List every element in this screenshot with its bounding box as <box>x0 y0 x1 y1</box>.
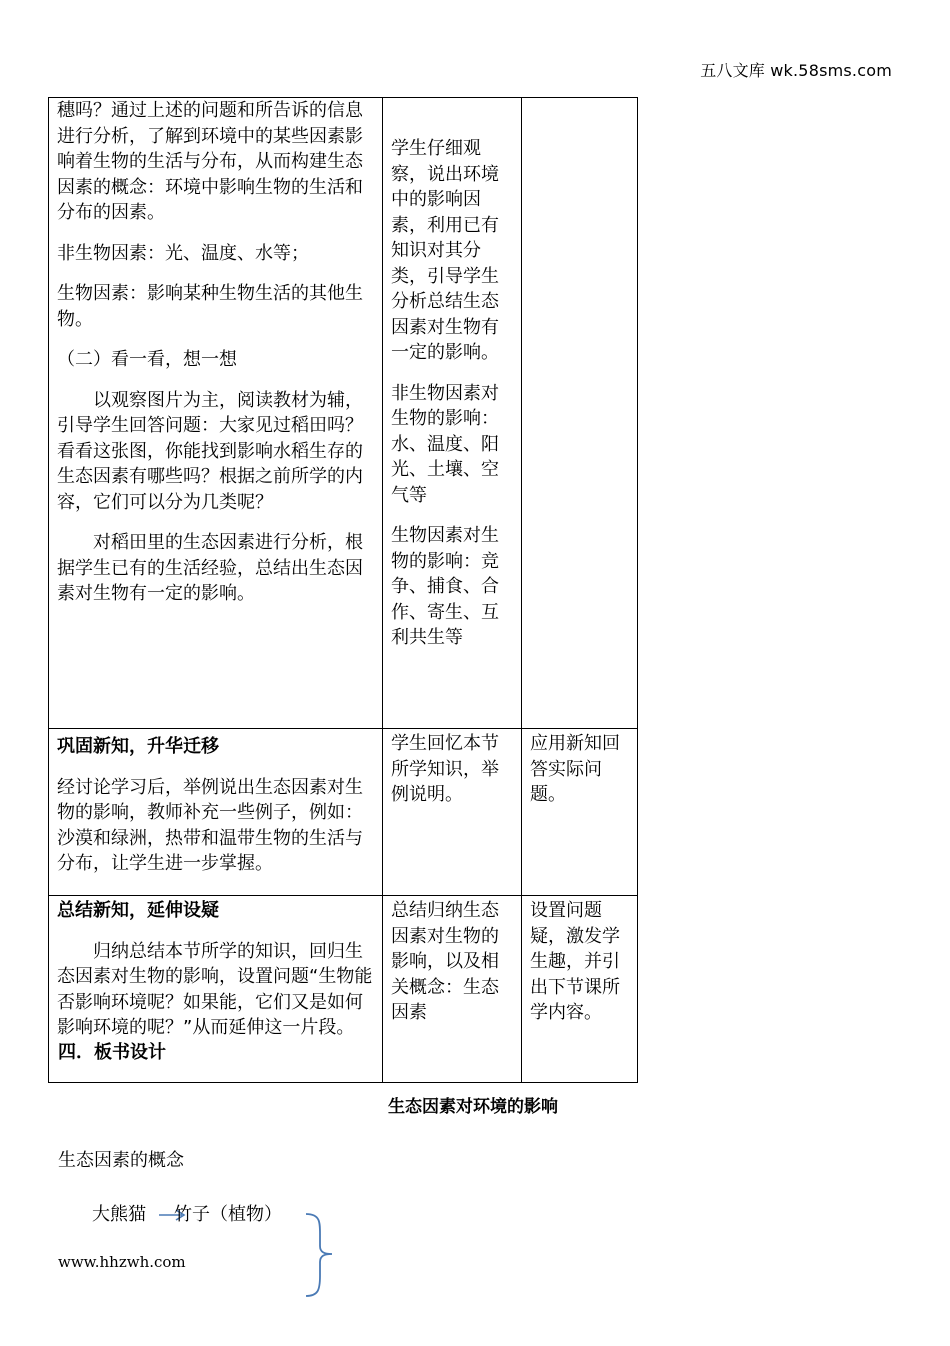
paragraph: 非生物因素：光、温度、水等； <box>57 242 309 264</box>
paragraph: 经讨论学习后，举例说出生态因素对生物的影响，教师补充一些例子，例如：沙漠和绿洲，热带和温带生物的生活与分布，让学生进一步掌握。 <box>57 776 363 874</box>
student-activity-cell <box>383 98 522 729</box>
student-activity-cell: 总结归纳生态因素对生物的影响，以及相关概念：生态因素 <box>383 896 522 1083</box>
bamboo-label: 竹子（植物） <box>174 1204 282 1225</box>
stage-heading: 巩固新知，升华迁移 <box>57 736 219 757</box>
section-heading: 四．板书设计 <box>58 1042 166 1063</box>
teacher-activity-cell <box>49 98 383 729</box>
board-title: 生态因素对环境的影响 <box>388 1097 558 1117</box>
table-row <box>49 98 638 729</box>
student-activity-cell: 学生回忆本节所学知识，举例说明。 <box>383 729 522 896</box>
site-header: 五八文库 wk.58sms.com <box>700 61 892 80</box>
subsection-heading: （二）看一看，想一想 <box>57 349 237 370</box>
paragraph: 生物因素对生物的影响：竞争、捕食、合作、寄生、互利共生等 <box>391 525 499 648</box>
panda-label: 大熊猫 <box>92 1204 146 1225</box>
stage-heading: 总结新知，延伸设疑 <box>57 900 219 921</box>
footer-url: www.hhzwh.com <box>58 1253 186 1271</box>
design-intent-cell: 应用新知回答实际问题。 <box>522 729 638 896</box>
design-intent-cell <box>522 98 638 729</box>
design-intent-cell: 设置问题疑，激发学生趣，并引出下节课所学内容。 <box>522 896 638 1083</box>
paragraph: 生物因素：影响某种生物生活的其他生物。 <box>57 283 363 330</box>
concept-label: 生态因素的概念 <box>58 1150 184 1171</box>
paragraph: 穗吗？通过上述的问题和所告诉的信息进行分析，了解到环境中的某些因素影响着生物的生活与分布，从而构建生态因素的概念：环境中影响生物的生活和分布的因素。 <box>57 100 363 223</box>
teacher-activity-cell <box>49 729 383 896</box>
lesson-table <box>48 97 638 1083</box>
table-row <box>49 729 638 896</box>
paragraph: 归纳总结本节所学的知识，回归生态因素对生物的影响，设置问题“生物能否影响环境呢？如果能，它们又是如何影响环境的呢？”从而延伸这一片段。 <box>57 940 373 1038</box>
paragraph: 非生物因素对生物的影响：水、温度、阳光、土壤、空气等 <box>391 382 499 506</box>
paragraph: 对稻田里的生态因素进行分析，根据学生已有的生活经验，总结出生态因素对生物有一定的影响。 <box>57 532 363 604</box>
paragraph: 以观察图片为主，阅读教材为辅，引导学生回答问题：大家见过稻田吗？看看这张图，你能找到影响水稻生存的生态因素有哪些吗？根据之前所学的内容，它们可以分为几类呢？ <box>57 389 363 513</box>
right-brace-icon <box>300 1212 340 1300</box>
paragraph: 学生仔细观察，说出环境中的影响因素，利用已有知识对其分类，引导学生分析总结生态因素对生物有一定的影响。 <box>391 138 499 363</box>
